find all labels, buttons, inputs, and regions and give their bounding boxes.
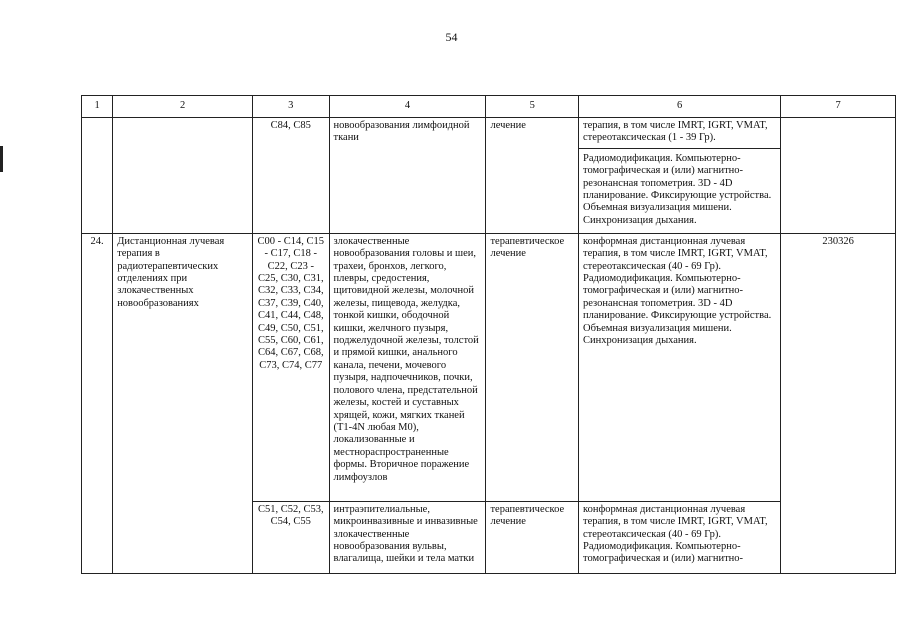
col-header-7: 7 xyxy=(781,96,896,118)
col-header-5: 5 xyxy=(486,96,579,118)
cont-treatment-cell: лечение xyxy=(486,118,579,234)
icd-codes: C51, C52, C53, C54, C55 xyxy=(253,501,329,573)
treatment-type: терапевтическое лечение xyxy=(486,501,579,573)
cont-disease-cell: новообразования лимфоидной ткани xyxy=(329,118,486,234)
cont-num-cell xyxy=(82,118,113,234)
disease-model: злокачественные новообразования головы и шеи, трахеи, бронхов, легкого, плевры, средостения, щитовидной железы, молочной железы, пищевода, желудка, тонкой кишки, ободочной кишки, желчного пузыря, поджелудочной железы, толстой и прямой кишки, анального канала, печени, мочевого пузыря, надпочечников, почки, полового члена, предстательной железы, костей и суставных хрящей, кожи, мягких тканей (T1-4N любая M0), локализованные и местнораспространенные формы. Вторичное поражение лимфоузлов xyxy=(329,233,486,501)
header-row xyxy=(82,96,896,118)
method-name: Дистанционная лучевая терапия в радиотерапевтических отделениях при злокачественных новообразованиях xyxy=(113,233,253,573)
cont-method-cell-a: терапия, в том числе IMRT, IGRT, VMAT, стереотаксическая (1 - 39 Гр). xyxy=(579,118,781,149)
col-header-3: 3 xyxy=(253,96,329,118)
table-row xyxy=(82,118,896,149)
cost-value: 230326 xyxy=(781,233,896,573)
treatment-type: терапевтическое лечение xyxy=(486,233,579,501)
cont-codes-cell: C84, C85 xyxy=(253,118,329,234)
treatment-method: конформная дистанционная лучевая терапия, в том числе IMRT, IGRT, VMAT, стереотаксическая (40 - 69 Гр). Радиомодификация. Компьютерно-томографическая и (или) магнитно- xyxy=(579,501,781,573)
cont-name-cell xyxy=(113,118,253,234)
cont-cost-cell xyxy=(781,118,896,234)
col-header-4: 4 xyxy=(329,96,486,118)
row-number: 24. xyxy=(82,233,113,573)
col-header-2: 2 xyxy=(113,96,253,118)
disease-model: интраэпителиальные, микроинвазивные и инвазивные злокачественные новообразования вульвы, влагалища, шейки и тела матки xyxy=(329,501,486,573)
scan-artifact xyxy=(0,146,3,172)
page-number: 54 xyxy=(445,30,458,44)
cont-method-cell-b: Радиомодификация. Компьютерно-томографическая и (или) магнитно-резонансная топометрия. 3D - 4D планирование. Фиксирующие устройства. Объемная визуализация мишени. Синхронизация дыхания. xyxy=(579,148,781,233)
treatment-method: конформная дистанционная лучевая терапия, в том числе IMRT, IGRT, VMAT, стереотаксическая (40 - 69 Гр). Радиомодификация. Компьютерно-томографическая и (или) магнитно-резонансная топометрия. 3D - 4D планирование. Фиксирующие устройства. Объемная визуализация мишени. Синхронизация дыхания. xyxy=(579,233,781,501)
col-header-6: 6 xyxy=(579,96,781,118)
medical-care-table xyxy=(81,95,896,574)
table-row xyxy=(82,233,896,501)
col-header-1: 1 xyxy=(82,96,113,118)
icd-codes: C00 - C14, C15 - C17, C18 - C22, C23 - C25, C30, C31, C32, C33, C34, C37, C39, C40, C41, C44, C48, C49, C50, C51, C55, C60, C61, C64, C67, C68, C73, C74, C77 xyxy=(253,233,329,501)
